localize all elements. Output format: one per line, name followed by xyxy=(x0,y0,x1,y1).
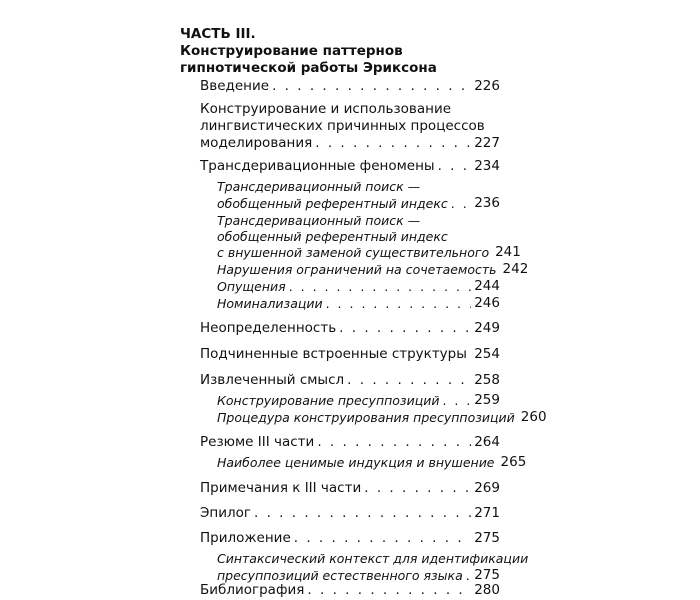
toc-entry-title: Библиография xyxy=(200,582,305,598)
toc-entry-title: Наиболее ценимые индукция и внушение xyxy=(217,455,495,470)
toc-entry-ambiguity[interactable] xyxy=(200,320,500,337)
toc-entry-page: 269 xyxy=(474,480,500,496)
toc-entry-embedded-structures[interactable] xyxy=(200,346,500,363)
toc-entry-page: 271 xyxy=(474,505,500,521)
toc-entry-page: 275 xyxy=(474,530,500,546)
toc-leader-dots xyxy=(364,480,471,497)
toc-subentry-valued-induction[interactable] xyxy=(217,454,527,471)
toc-entry-page: 275 xyxy=(474,567,500,583)
toc-subentry-search-2-line-2: обобщенный референтный индекс xyxy=(217,229,448,244)
toc-entry-page: 259 xyxy=(474,392,500,408)
toc-entry-title: Приложение xyxy=(200,530,291,546)
toc-leader-dots xyxy=(438,158,472,175)
toc-leader-dots xyxy=(307,582,471,599)
toc-entry-page: 260 xyxy=(520,409,547,425)
part-title-line-2: гипнотической работы Эриксона xyxy=(180,60,437,76)
toc-subentry-search-1-line-1: Трансдеривационный поиск — xyxy=(217,179,421,194)
toc-entry-title: Введение xyxy=(200,78,270,94)
part-title-line-1: Конструирование паттернов xyxy=(180,43,403,59)
toc-leader-dots xyxy=(442,392,471,409)
toc-leader-dots xyxy=(326,295,472,312)
toc-entry-title: Процедура конструирования пресуппозиций xyxy=(217,410,515,425)
toc-entry-bibliography[interactable] xyxy=(200,582,500,599)
toc-entry-title: Примечания к III части xyxy=(200,480,362,496)
toc-entry-page: 265 xyxy=(500,454,527,470)
toc-entry-page: 280 xyxy=(474,582,500,598)
toc-entry-introduction[interactable] xyxy=(200,78,500,95)
toc-leader-dots xyxy=(347,372,471,389)
toc-entry-title: Нарушения ограничений на сочетаемость xyxy=(217,262,497,277)
toc-leader-dots xyxy=(254,505,471,522)
toc-entry-title: Трансдеривационные феномены xyxy=(200,158,435,174)
toc-subentry-presuppositions[interactable] xyxy=(217,392,500,409)
toc-leader-dots xyxy=(339,320,471,337)
toc-entry-title: Подчиненные встроенные структуры xyxy=(200,346,467,362)
toc-subentry-search-2[interactable] xyxy=(217,244,521,261)
toc-entry-linguistic-line-1: Конструирование и использование xyxy=(200,101,452,117)
toc-entry-page: 244 xyxy=(474,278,500,294)
toc-leader-dots xyxy=(289,278,472,295)
toc-subentry-nominalizations[interactable] xyxy=(217,295,500,312)
toc-entry-title: пресуппозиций естественного языка xyxy=(217,568,463,583)
toc-entry-linguistic-line-2: лингвистических причинных процессов xyxy=(200,118,485,134)
toc-entry-page: 227 xyxy=(474,135,500,151)
toc-entry-title: Резюме III части xyxy=(200,434,315,450)
toc-subentry-presupposition-procedure[interactable] xyxy=(217,409,547,426)
toc-entry-title: Извлеченный смысл xyxy=(200,372,345,388)
toc-entry-transderivational[interactable] xyxy=(200,158,500,175)
toc-entry-page: 234 xyxy=(474,158,500,174)
toc-entry-page: 249 xyxy=(474,320,500,336)
toc-entry-title: Номинализации xyxy=(217,296,323,311)
toc-entry-notes[interactable] xyxy=(200,480,500,497)
toc-subentry-omissions[interactable] xyxy=(217,278,500,295)
toc-entry-page: 246 xyxy=(474,295,500,311)
part-title xyxy=(180,43,437,77)
toc-entry-derived-meaning[interactable] xyxy=(200,372,500,389)
toc-entry-appendix[interactable] xyxy=(200,530,500,547)
part-label: ЧАСТЬ III. xyxy=(180,26,256,42)
toc-entry-epilogue[interactable] xyxy=(200,505,500,522)
toc-entry-page: 264 xyxy=(474,434,500,450)
toc-entry-page: 226 xyxy=(474,78,500,94)
toc-entry-summary[interactable] xyxy=(200,434,500,451)
toc-leader-dots xyxy=(272,78,471,95)
toc-entry-title: Неопределенность xyxy=(200,320,337,336)
toc-entry-title: Конструирование пресуппозиций xyxy=(217,393,440,408)
toc-entry-title: Опущения xyxy=(217,279,286,294)
toc-subentry-violations[interactable] xyxy=(217,261,529,278)
toc-entry-title: Эпилог xyxy=(200,505,252,521)
toc-leader-dots xyxy=(317,434,471,451)
toc-entry-title: моделирования xyxy=(200,135,313,151)
toc-leader-dots xyxy=(470,346,471,363)
toc-entry-title: обобщенный референтный индекс xyxy=(217,196,448,211)
toc-entry-page: 258 xyxy=(474,372,500,388)
toc-entry-page: 242 xyxy=(502,261,529,277)
toc-entry-linguistic[interactable] xyxy=(200,135,500,152)
toc-subentry-search-2-line-1: Трансдеривационный поиск — xyxy=(217,213,421,228)
toc-entry-page: 236 xyxy=(474,195,500,211)
toc-subentry-search-1[interactable] xyxy=(217,195,500,212)
toc-leader-dots xyxy=(315,135,471,152)
toc-entry-page: 254 xyxy=(474,346,500,362)
toc-subentry-syntax-line-1: Синтаксический контекст для идентификации xyxy=(217,551,529,566)
toc-leader-dots xyxy=(451,195,471,212)
toc-entry-title: с внушенной заменой существительного xyxy=(217,245,490,260)
toc-entry-page: 241 xyxy=(495,244,521,260)
toc-leader-dots xyxy=(294,530,471,547)
